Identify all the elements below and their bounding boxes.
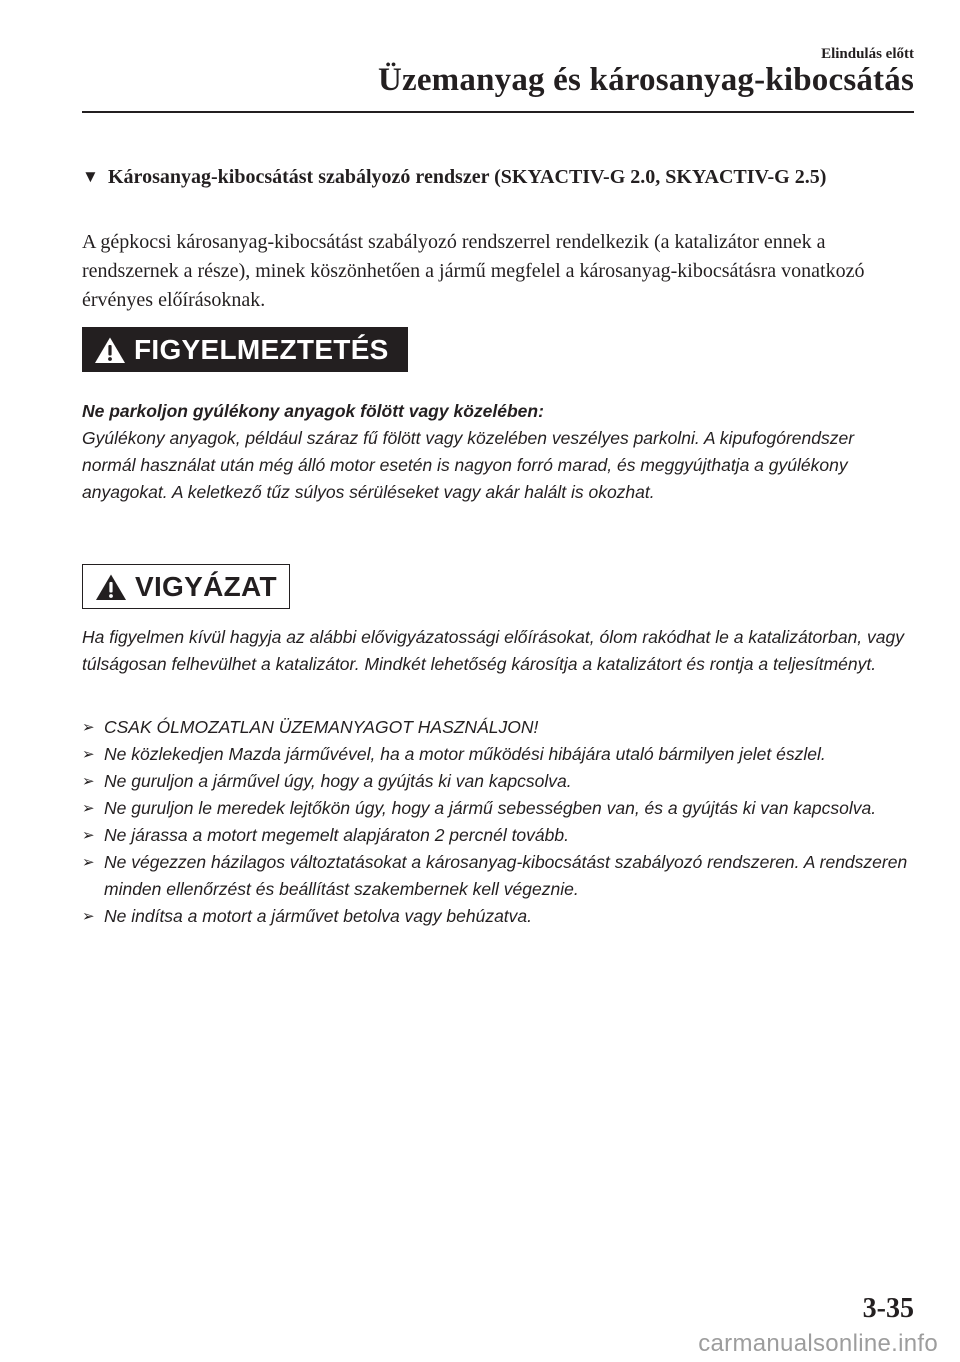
list-item [82, 714, 916, 741]
list-item-text: Ne járassa a motort megemelt alapjáraton 2 percnél tovább. [104, 825, 569, 845]
warning-triangle-icon [95, 573, 127, 601]
list-item-text: Ne guruljon a járművel úgy, hogy a gyújtás ki van kapcsolva. [104, 771, 572, 791]
arrow-bullet-icon: ➢ [82, 908, 95, 925]
caution-label-text: VIGYÁZAT [135, 570, 277, 602]
page-number: 3-35 [862, 1293, 914, 1324]
arrow-bullet-icon: ➢ [82, 800, 95, 817]
warning-label [82, 327, 408, 372]
section-heading-text: Károsanyag-kibocsátást szabályozó rendszer (SKYACTIV-G 2.0, SKYACTIV-G 2.5) [108, 166, 827, 188]
header-subtitle: Elindulás előtt [821, 46, 914, 62]
list-item [82, 822, 916, 849]
warning-lead: Ne parkoljon gyúlékony anyagok fölött vagy közelében: [82, 401, 544, 421]
list-item [82, 795, 916, 822]
section-heading [82, 162, 902, 192]
arrow-bullet-icon: ➢ [82, 827, 95, 844]
arrow-bullet-icon: ➢ [82, 746, 95, 763]
list-item-text: CSAK ÓLMOZATLAN ÜZEMANYAGOT HASZNÁLJON! [104, 717, 539, 737]
arrow-bullet-icon: ➢ [82, 719, 95, 736]
list-item-text: Ne végezzen házilagos változtatásokat a károsanyag-kibocsátást szabályozó rendszeren. A rendszeren minden ellenőrzést és beállítást szakembernek kell végeznie. [104, 852, 908, 899]
caution-label [82, 564, 290, 609]
caution-bullet-list [82, 714, 916, 930]
intro-paragraph: A gépkocsi károsanyag-kibocsátást szabályozó rendszerrel rendelkezik (a katalizátor ennek a rendszernek a része), minek köszönhetően a jármű megfelel a károsanyag-kibocsátásra vonatkozó érvényes előírásoknak. [82, 231, 865, 311]
list-item [82, 768, 916, 795]
list-item-text: Ne indítsa a motort a járművet betolva vagy behúzatva. [104, 906, 533, 926]
warning-text: Gyúlékony anyagok, például száraz fű fölött vagy közelében veszélyes parkolni. A kipufogórendszer normál használat után még álló motor esetén is nagyon forró marad, és meggyújthatja a gyúlékony anyagokat. A keletkező tűz súlyos sérüléseket vagy akár halált is okozhat. [82, 428, 855, 502]
warning-triangle-icon [94, 336, 126, 364]
list-item-text: Ne guruljon le meredek lejtőkön úgy, hogy a jármű sebességben van, és a gyújtás ki van kapcsolva. [104, 798, 877, 818]
list-item [82, 741, 916, 768]
section-marker-icon: ▼ [82, 167, 99, 186]
warning-label-text: FIGYELMEZTETÉS [134, 333, 389, 365]
header-rule [82, 111, 914, 113]
watermark: carmanualsonline.info [698, 1330, 938, 1357]
list-item-text: Ne közlekedjen Mazda járművével, ha a motor működési hibájára utaló bármilyen jelet észlel. [104, 744, 826, 764]
list-item [82, 903, 916, 930]
warning-body [82, 398, 912, 506]
page-title: Üzemanyag és károsanyag-kibocsátás [377, 62, 914, 98]
arrow-bullet-icon: ➢ [82, 773, 95, 790]
caution-body: Ha figyelmen kívül hagyja az alábbi elővigyázatossági előírásokat, ólom rakódhat le a katalizátorban, vagy túlságosan felhevülhet a katalizátor. Mindkét lehetőség károsítja a katalizátort és rontja a teljesítményt. [82, 627, 904, 674]
list-item [82, 849, 916, 903]
arrow-bullet-icon: ➢ [82, 854, 95, 871]
